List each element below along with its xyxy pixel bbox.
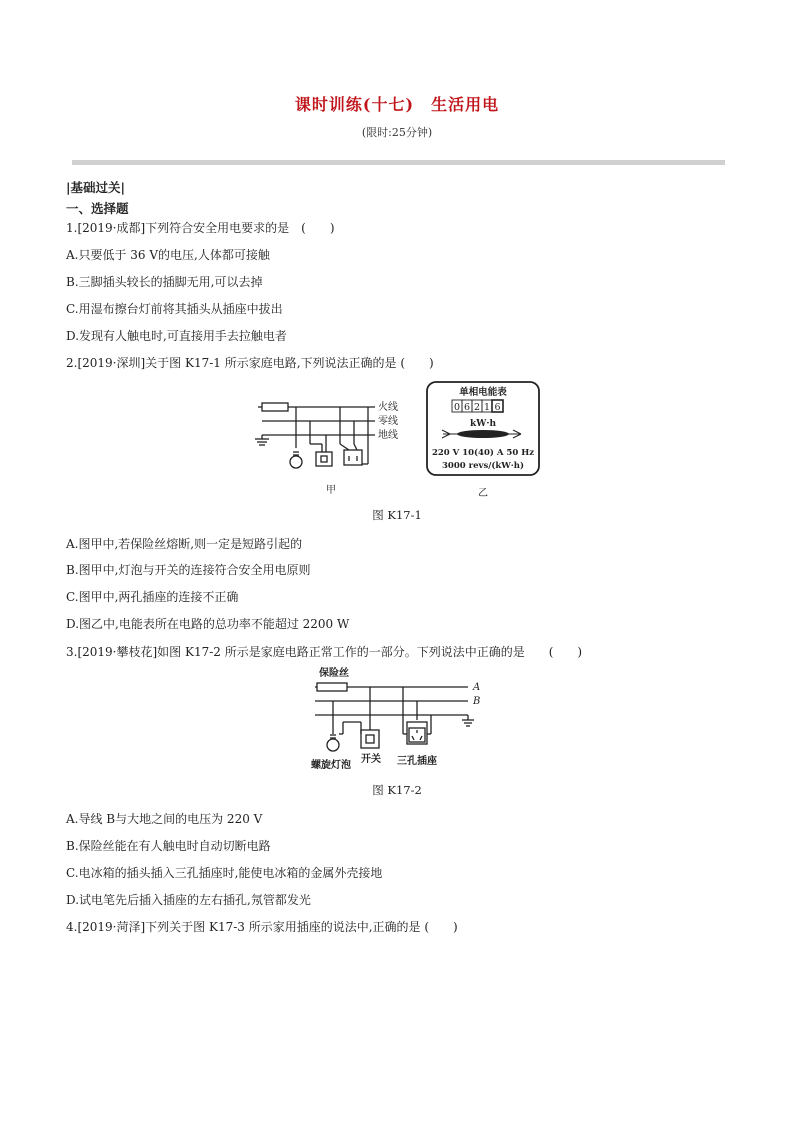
line-a-label: A	[473, 682, 481, 693]
figure-yi-label: 乙	[478, 488, 488, 499]
q2-option-a: A.图甲中,若保险丝熔断,则一定是短路引起的	[66, 537, 303, 551]
meter-digit-5: 6	[494, 402, 501, 413]
figure-k17-2-caption: 图 K17-2	[372, 783, 422, 797]
q1-option-d: D.发现有人触电时,可直接用手去拉触电者	[66, 329, 287, 343]
q2-option-c: C.图甲中,两孔插座的连接不正确	[66, 590, 239, 604]
bulb-label: 螺旋灯泡	[311, 760, 351, 771]
q2-option-d: D.图乙中,电能表所在电路的总功率不能超过 2200 W	[66, 617, 350, 631]
live-wire-label: 火线	[378, 402, 398, 413]
q3-option-d: D.试电笔先后插入插座的左右插孔,氖管都发光	[66, 893, 311, 907]
circuit-k17-2	[315, 683, 474, 751]
figure-k17-1-caption: 图 K17-1	[372, 508, 422, 522]
socket-label: 三孔插座	[397, 756, 437, 767]
meter-title: 单相电能表	[459, 387, 507, 398]
meter-digit-4: 1	[483, 402, 491, 413]
section-heading: 一、选择题	[66, 201, 129, 216]
divider	[72, 160, 725, 165]
fuse-label: 保险丝	[319, 668, 349, 679]
q2-option-b: B.图甲中,灯泡与开关的连接符合安全用电原则	[66, 563, 311, 577]
meter-digit-1: 0	[453, 402, 461, 413]
q2-stem: 2.[2019·深圳]关于图 K17-1 所示家庭电路,下列说法正确的是 ( )	[66, 356, 434, 370]
earth-wire-label: 地线	[378, 430, 398, 441]
meter-digit-3: 2	[473, 402, 481, 413]
q3-option-a: A.导线 B与大地之间的电压为 220 V	[66, 812, 263, 826]
electric-meter	[427, 382, 539, 475]
line-b-label: B	[473, 696, 481, 707]
meter-revs: 3000 revs/(kW·h)	[442, 461, 524, 471]
meter-unit: kW·h	[469, 419, 497, 429]
time-limit: (限时:25分钟)	[361, 126, 433, 139]
q3-option-c: C.电冰箱的插头插入三孔插座时,能使电冰箱的金属外壳接地	[66, 866, 383, 880]
meter-rating: 220 V 10(40) A 50 Hz	[431, 448, 535, 458]
neutral-wire-label: 零线	[378, 416, 398, 427]
q1-option-b: B.三脚插头较长的插脚无用,可以去掉	[66, 275, 263, 289]
meter-digit-2: 6	[463, 402, 471, 413]
figure-k17-1	[250, 378, 550, 500]
q3-option-b: B.保险丝能在有人触电时自动切断电路	[66, 839, 271, 853]
figure-k17-2	[305, 664, 495, 774]
q1-option-c: C.用湿布擦台灯前将其插头从插座中拔出	[66, 302, 283, 316]
q3-stem: 3.[2019·攀枝花]如图 K17-2 所示是家庭电路正常工作的一部分。下列说法中正确的是 ( )	[66, 645, 583, 659]
q1-stem: 1.[2019·成都]下列符合安全用电要求的是 ( )	[66, 221, 335, 235]
section-tag: |基础过关|	[66, 180, 126, 195]
q4-stem: 4.[2019·菏泽]下列关于图 K17-3 所示家用插座的说法中,正确的是 ( )	[66, 920, 458, 934]
switch-label: 开关	[361, 754, 381, 765]
page-title: 课时训练(十七) 生活用电	[294, 95, 500, 114]
circuit-jia	[255, 403, 375, 468]
q1-option-a: A.只要低于 36 V的电压,人体都可接触	[66, 248, 270, 262]
figure-jia-label: 甲	[326, 485, 336, 496]
